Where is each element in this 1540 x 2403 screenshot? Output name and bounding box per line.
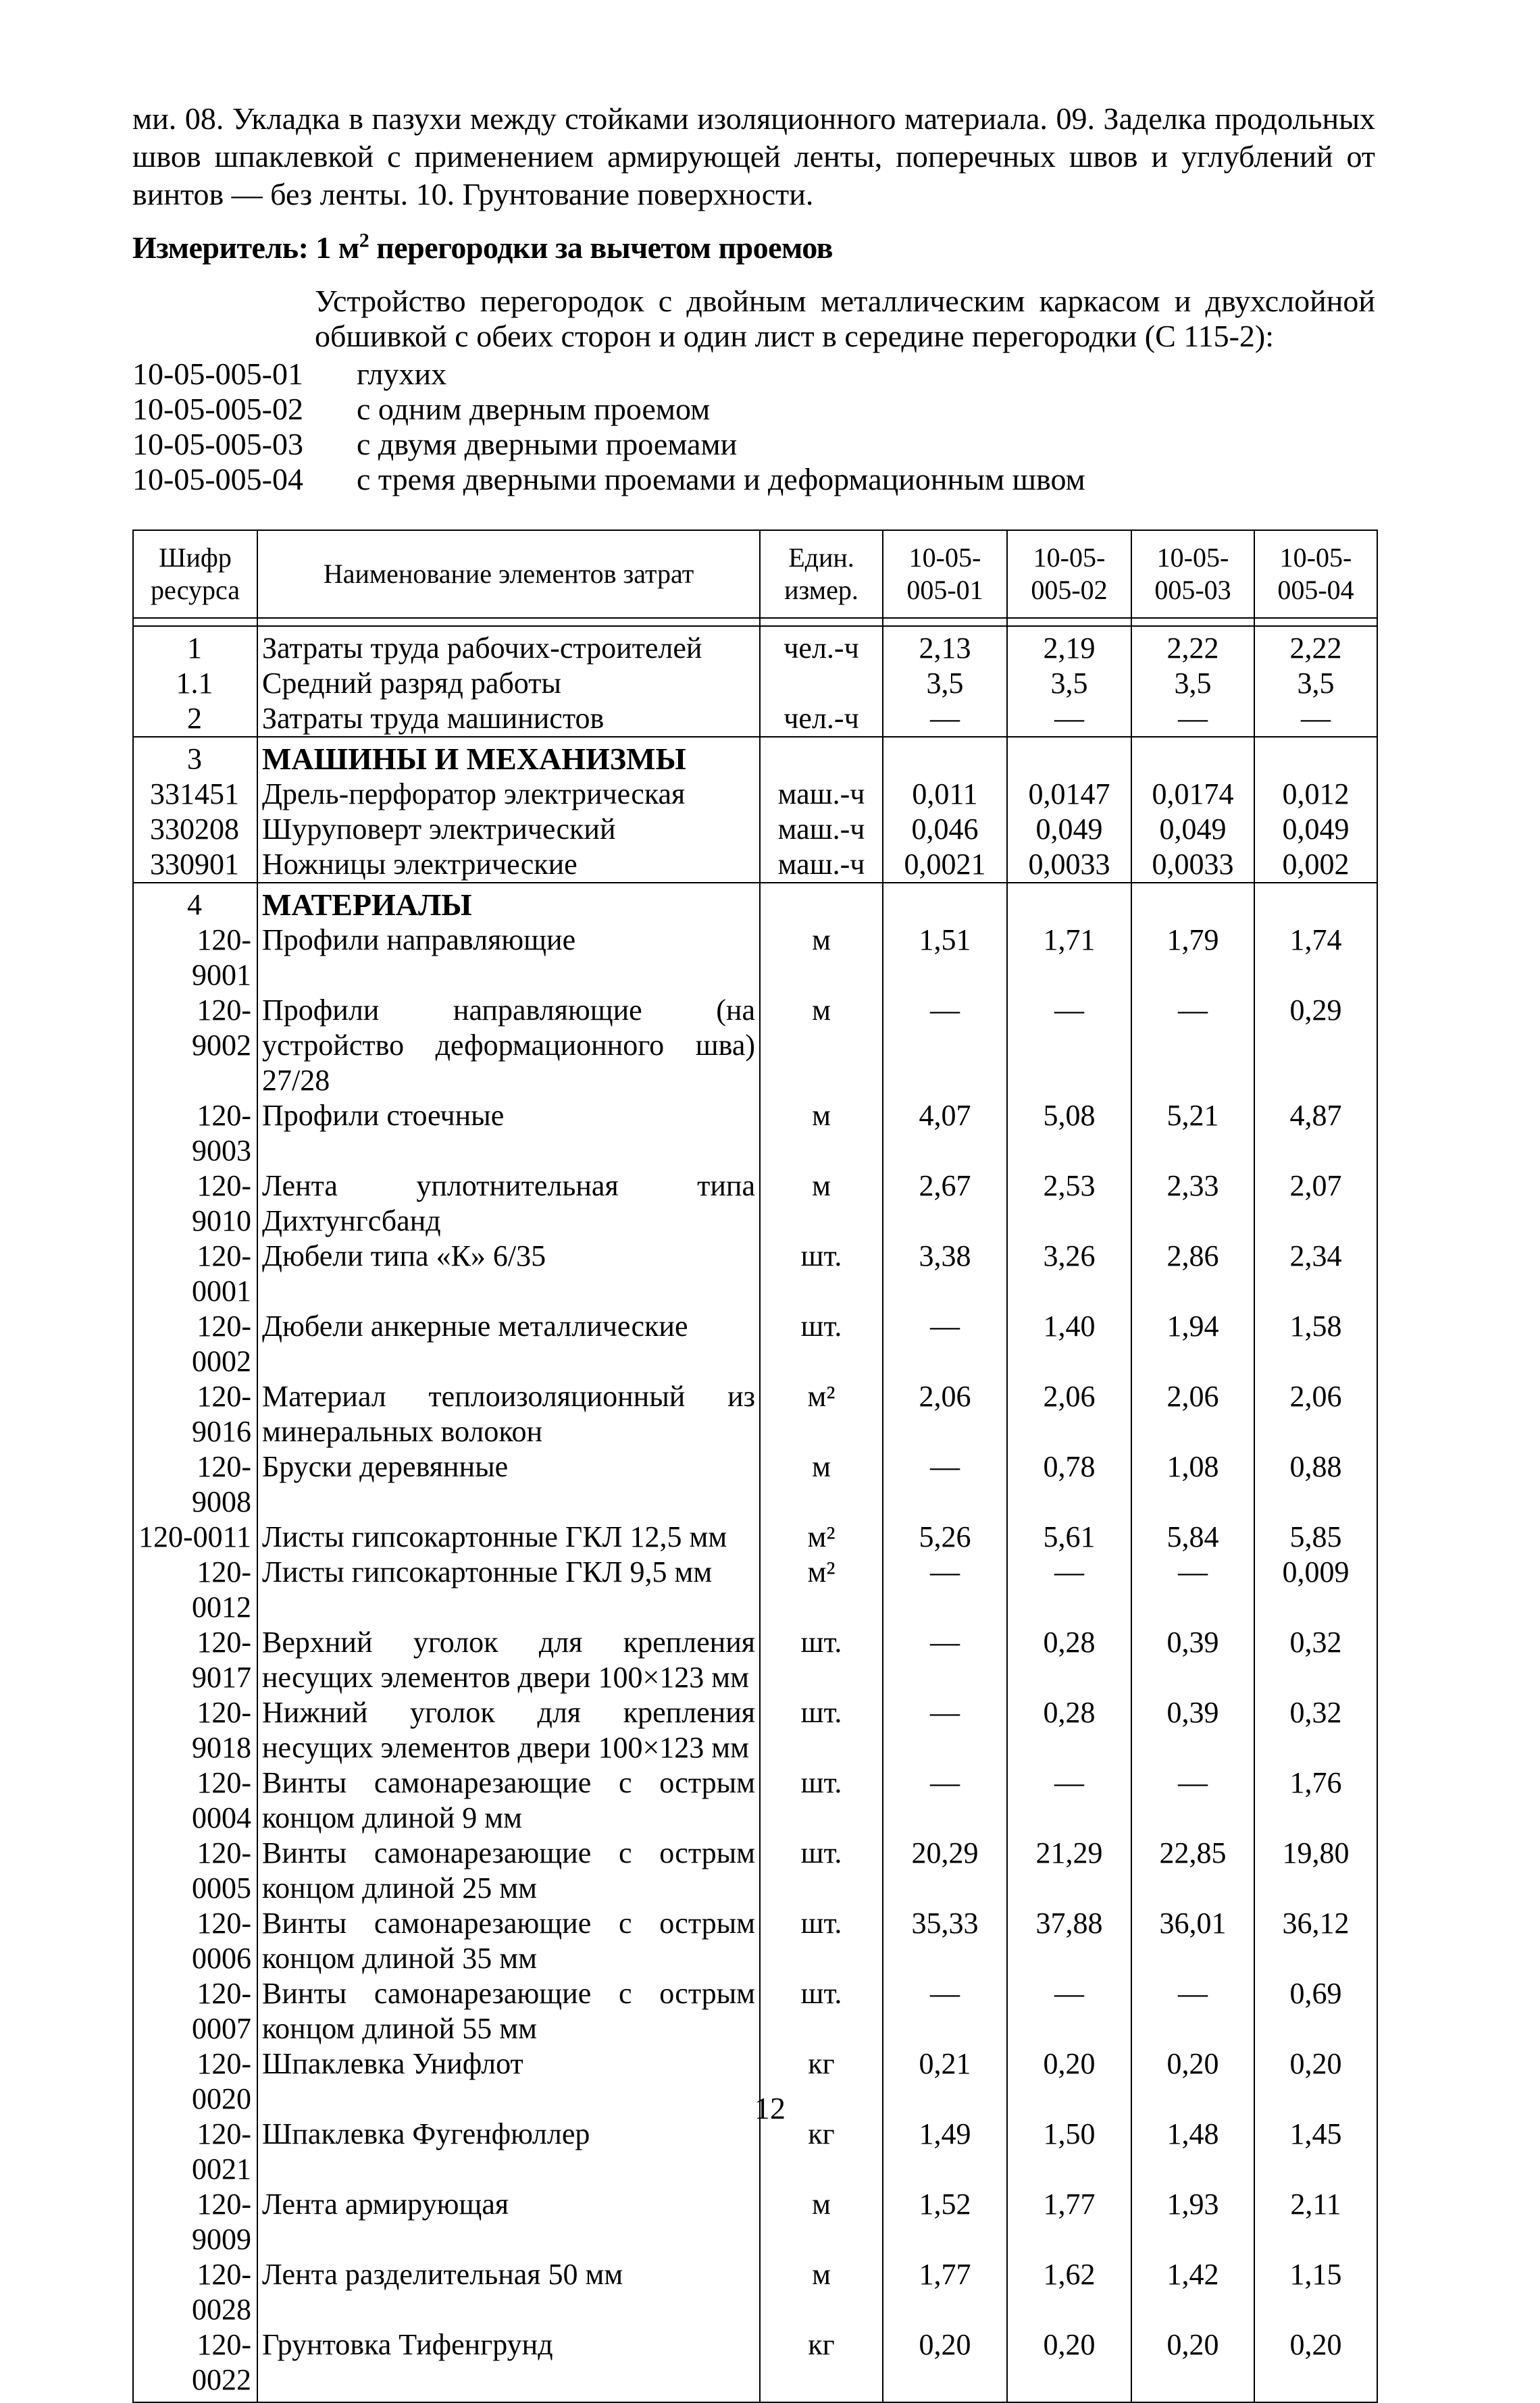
cell-value-02 <box>1007 737 1131 777</box>
cell-name: Затраты труда рабочих-строителей <box>257 626 760 666</box>
cell-unit: маш.-ч <box>760 777 883 812</box>
cell-value-01: 2,67 <box>883 1168 1007 1239</box>
cell-unit: шт. <box>760 1976 883 2046</box>
table-row <box>133 1625 1377 1695</box>
cell-value-03: 1,48 <box>1131 2117 1254 2187</box>
cell-value-01: 1,49 <box>883 2117 1007 2187</box>
cell-name: Винты самонарезающие с острым концом длиной 9 мм <box>257 1765 760 1836</box>
table-row <box>133 626 1377 666</box>
table-row <box>133 2327 1377 2402</box>
cell-unit: шт. <box>760 1836 883 1906</box>
cell-code: 120-9016 <box>133 1379 257 1449</box>
table-row <box>133 1239 1377 1309</box>
cell-value-04: 5,85 <box>1254 1520 1377 1555</box>
cell-unit: м <box>760 993 883 1098</box>
code-text: с тремя дверными проемами и деформационным швом <box>357 462 1085 496</box>
cell-name: Винты самонарезающие с острым концом длиной 25 мм <box>257 1836 760 1906</box>
table-row <box>133 2257 1377 2327</box>
cell-value-02: 5,08 <box>1007 1098 1131 1168</box>
cell-unit: шт. <box>760 1309 883 1379</box>
code: 10-05-005-03 <box>132 427 303 461</box>
cell-value-04 <box>1254 737 1377 777</box>
cell-value-03: — <box>1131 1976 1254 2046</box>
cell-value-01: 3,5 <box>883 666 1007 701</box>
cell-value-01: 1,51 <box>883 923 1007 993</box>
cell-value-02: 0,28 <box>1007 1625 1131 1695</box>
header-code: Шифр ресурса <box>133 530 257 618</box>
cell-unit <box>760 883 883 923</box>
cell-value-03: 0,39 <box>1131 1695 1254 1765</box>
cell-code: 120-0021 <box>133 2117 257 2187</box>
header-col-03: 10-05- 005-03 <box>1131 530 1254 618</box>
cell-value-04: 1,74 <box>1254 923 1377 993</box>
table-row <box>133 1906 1377 1976</box>
cell-value-02: 0,78 <box>1007 1449 1131 1520</box>
cell-value-02: 0,0033 <box>1007 847 1131 883</box>
table-row <box>133 1976 1377 2046</box>
cell-value-02: 5,61 <box>1007 1520 1131 1555</box>
cell-value-03: 0,0174 <box>1131 777 1254 812</box>
cell-value-03: 0,39 <box>1131 1625 1254 1695</box>
cell-unit: маш.-ч <box>760 847 883 883</box>
cell-value-01: — <box>883 1695 1007 1765</box>
intro-paragraph: ми. 08. Укладка в пазухи между стойками изоляционного материала. 09. Заделка продольных швов шпаклевкой с применением армирующей ленты, поперечных швов и углублений от винтов — без ленты. 10. Грунтование поверхности. <box>132 101 1375 211</box>
cell-value-01: 0,21 <box>883 2046 1007 2117</box>
table-row <box>133 2187 1377 2257</box>
cell-value-02: 1,71 <box>1007 923 1131 993</box>
cell-value-04: 0,88 <box>1254 1449 1377 1520</box>
cell-value-01 <box>883 883 1007 923</box>
header-col-02: 10-05- 005-02 <box>1007 530 1131 618</box>
cell-value-02: — <box>1007 1555 1131 1625</box>
cell-value-04: 3,5 <box>1254 666 1377 701</box>
cell-code: 120-0007 <box>133 1976 257 2046</box>
cell-value-02: 2,53 <box>1007 1168 1131 1239</box>
cell-name: МАШИНЫ И МЕХАНИЗМЫ <box>257 737 760 777</box>
cell-name: Винты самонарезающие с острым концом длиной 55 мм <box>257 1976 760 2046</box>
cell-code: 120-0028 <box>133 2257 257 2327</box>
cell-value-02 <box>1007 883 1131 923</box>
cell-code: 120-0005 <box>133 1836 257 1906</box>
cell-unit <box>760 666 883 701</box>
cell-code: 120-9018 <box>133 1695 257 1765</box>
code-list-item <box>132 357 1085 392</box>
cell-unit: кг <box>760 2327 883 2402</box>
cell-code: 1 <box>133 626 257 666</box>
cell-value-04: 0,29 <box>1254 993 1377 1098</box>
code-text: глухих <box>357 357 447 391</box>
table-row <box>133 1836 1377 1906</box>
cell-value-03: 1,42 <box>1131 2257 1254 2327</box>
cell-code: 120-9001 <box>133 923 257 993</box>
cell-unit: м <box>760 1168 883 1239</box>
cell-unit: кг <box>760 2117 883 2187</box>
cell-value-03: — <box>1131 993 1254 1098</box>
code: 10-05-005-02 <box>132 392 303 426</box>
table-row <box>133 2117 1377 2187</box>
cell-value-04: 0,20 <box>1254 2327 1377 2402</box>
cell-value-03: 0,20 <box>1131 2046 1254 2117</box>
cell-value-01: — <box>883 1976 1007 2046</box>
cell-value-02: 37,88 <box>1007 1906 1131 1976</box>
table-row <box>133 1695 1377 1765</box>
table-header-row <box>133 530 1377 618</box>
cell-value-01: 35,33 <box>883 1906 1007 1976</box>
cell-value-02: 1,77 <box>1007 2187 1131 2257</box>
cell-code: 120-0012 <box>133 1555 257 1625</box>
cell-name: Шпаклевка Фугенфюллер <box>257 2117 760 2187</box>
cell-name: МАТЕРИАЛЫ <box>257 883 760 923</box>
cell-value-01: 2,13 <box>883 626 1007 666</box>
cell-unit: чел.-ч <box>760 626 883 666</box>
cell-code: 4 <box>133 883 257 923</box>
cell-value-01: 3,38 <box>883 1239 1007 1309</box>
page-number: 12 <box>754 2091 786 2125</box>
header-unit: Един. измер. <box>760 530 883 618</box>
cell-value-03: — <box>1131 1765 1254 1836</box>
table-row <box>133 812 1377 847</box>
cell-value-02: 21,29 <box>1007 1836 1131 1906</box>
cell-value-01: 20,29 <box>883 1836 1007 1906</box>
cell-name: Винты самонарезающие с острым концом длиной 35 мм <box>257 1906 760 1976</box>
cell-value-01: — <box>883 1555 1007 1625</box>
cell-value-04: 1,58 <box>1254 1309 1377 1379</box>
table-row <box>133 1168 1377 1239</box>
cell-name: Грунтовка Тифенгрунд <box>257 2327 760 2402</box>
cell-name: Ножницы электрические <box>257 847 760 883</box>
cell-value-01 <box>883 737 1007 777</box>
code-text: с двумя дверными проемами <box>357 427 738 461</box>
cell-code: 120-9003 <box>133 1098 257 1168</box>
table-row <box>133 777 1377 812</box>
cell-unit: шт. <box>760 1906 883 1976</box>
cell-value-01: 0,0021 <box>883 847 1007 883</box>
cell-value-02: — <box>1007 1976 1131 2046</box>
table-row <box>133 1098 1377 1168</box>
cell-value-03 <box>1131 883 1254 923</box>
cell-unit: м <box>760 1098 883 1168</box>
cell-value-03: 2,86 <box>1131 1239 1254 1309</box>
cell-value-04: 2,07 <box>1254 1168 1377 1239</box>
cell-value-01: 5,26 <box>883 1520 1007 1555</box>
cell-value-02: 0,20 <box>1007 2046 1131 2117</box>
cell-value-04: 1,45 <box>1254 2117 1377 2187</box>
code-list-item <box>132 392 1085 427</box>
table-row <box>133 737 1377 777</box>
table-row <box>133 1555 1377 1625</box>
cell-value-03: — <box>1131 1555 1254 1625</box>
cell-unit: м <box>760 2187 883 2257</box>
table-row <box>133 883 1377 923</box>
cell-unit: м² <box>760 1520 883 1555</box>
cell-value-03: 1,79 <box>1131 923 1254 993</box>
cell-value-02: 1,62 <box>1007 2257 1131 2327</box>
cell-name: Дюбели анкерные металлические <box>257 1309 760 1379</box>
cell-value-04: 0,32 <box>1254 1625 1377 1695</box>
cell-value-04: 2,22 <box>1254 626 1377 666</box>
code: 10-05-005-01 <box>132 357 303 391</box>
cell-value-04 <box>1254 883 1377 923</box>
cell-value-01: 4,07 <box>883 1098 1007 1168</box>
cell-value-02: 2,19 <box>1007 626 1131 666</box>
cell-value-03: 36,01 <box>1131 1906 1254 1976</box>
cell-value-03: 1,93 <box>1131 2187 1254 2257</box>
cell-value-01: — <box>883 1765 1007 1836</box>
cell-value-04: 2,34 <box>1254 1239 1377 1309</box>
header-col-01: 10-05- 005-01 <box>883 530 1007 618</box>
cell-unit <box>760 737 883 777</box>
cell-value-01: 0,011 <box>883 777 1007 812</box>
cell-code: 330901 <box>133 847 257 883</box>
cell-value-02: 0,049 <box>1007 812 1131 847</box>
cell-code: 120-9017 <box>133 1625 257 1695</box>
cell-unit: шт. <box>760 1239 883 1309</box>
cell-code: 120-9008 <box>133 1449 257 1520</box>
cell-code: 330208 <box>133 812 257 847</box>
cell-value-02: 1,40 <box>1007 1309 1131 1379</box>
cell-code: 120-0002 <box>133 1309 257 1379</box>
code-list-item <box>132 427 1085 462</box>
cell-value-03: 1,08 <box>1131 1449 1254 1520</box>
cell-value-02: 0,0147 <box>1007 777 1131 812</box>
cell-value-01: — <box>883 1449 1007 1520</box>
cell-value-03: 0,0033 <box>1131 847 1254 883</box>
cell-value-01: 1,77 <box>883 2257 1007 2327</box>
cell-unit: м <box>760 2257 883 2327</box>
code-list-item <box>132 462 1085 497</box>
cell-value-02: 0,20 <box>1007 2327 1131 2402</box>
cell-unit: м <box>760 923 883 993</box>
cell-unit: м <box>760 1449 883 1520</box>
measure-suffix: перегородки за вычетом проемов <box>369 230 833 265</box>
cell-value-01: — <box>883 993 1007 1098</box>
table-row <box>133 847 1377 883</box>
cell-value-04: 2,11 <box>1254 2187 1377 2257</box>
header-col-04: 10-05- 005-04 <box>1254 530 1377 618</box>
table-row <box>133 666 1377 701</box>
cell-value-04: 0,69 <box>1254 1976 1377 2046</box>
cell-code: 120-9010 <box>133 1168 257 1239</box>
header-name: Наименование элементов затрат <box>257 530 760 618</box>
cell-unit: чел.-ч <box>760 701 883 737</box>
cell-value-02: — <box>1007 701 1131 737</box>
cell-value-02: 1,50 <box>1007 2117 1131 2187</box>
cell-value-02: 0,28 <box>1007 1695 1131 1765</box>
cell-name: Верхний уголок для крепления несущих элементов двери 100×123 мм <box>257 1625 760 1695</box>
cell-value-01: — <box>883 1625 1007 1695</box>
cell-value-03: 2,33 <box>1131 1168 1254 1239</box>
table-row <box>133 701 1377 737</box>
cell-unit: маш.-ч <box>760 812 883 847</box>
cell-value-04: 0,20 <box>1254 2046 1377 2117</box>
cell-value-01: 2,06 <box>883 1379 1007 1449</box>
table-row <box>133 923 1377 993</box>
cell-value-02: — <box>1007 993 1131 1098</box>
cell-unit: м² <box>760 1379 883 1449</box>
cell-code: 120-9002 <box>133 993 257 1098</box>
cell-name: Шуруповерт электрический <box>257 812 760 847</box>
cell-code: 120-0020 <box>133 2046 257 2117</box>
table-row <box>133 1449 1377 1520</box>
cell-value-02: 3,26 <box>1007 1239 1131 1309</box>
cell-value-03: — <box>1131 701 1254 737</box>
cell-name: Средний разряд работы <box>257 666 760 701</box>
cell-name: Профили направляющие (на устройство деформационного шва) 27/28 <box>257 993 760 1098</box>
cell-unit: шт. <box>760 1695 883 1765</box>
cell-value-01: — <box>883 1309 1007 1379</box>
cell-code: 120-0004 <box>133 1765 257 1836</box>
table-body <box>133 626 1377 2402</box>
measure-line <box>132 230 833 265</box>
cell-value-04: 0,002 <box>1254 847 1377 883</box>
cell-value-03: 2,06 <box>1131 1379 1254 1449</box>
cell-code: 331451 <box>133 777 257 812</box>
cell-name: Профили направляющие <box>257 923 760 993</box>
table-row <box>133 1520 1377 1555</box>
cell-name: Шпаклевка Унифлот <box>257 2046 760 2117</box>
cell-value-04: 1,76 <box>1254 1765 1377 1836</box>
cell-value-04: — <box>1254 701 1377 737</box>
cell-value-04: 19,80 <box>1254 1836 1377 1906</box>
cell-name: Лента армирующая <box>257 2187 760 2257</box>
cell-code: 120-0022 <box>133 2327 257 2402</box>
cell-value-04: 0,049 <box>1254 812 1377 847</box>
cell-value-02: 3,5 <box>1007 666 1131 701</box>
cell-value-03: 0,20 <box>1131 2327 1254 2402</box>
work-description: Устройство перегородок с двойным металлическим каркасом и двухслойной обшивкой с обеих сторон и один лист в середине перегородки (С 115-2): <box>315 284 1375 353</box>
cell-code: 120-0006 <box>133 1906 257 1976</box>
cell-name: Дрель-перфоратор электрическая <box>257 777 760 812</box>
cell-value-04: 0,32 <box>1254 1695 1377 1765</box>
cell-value-03: 2,22 <box>1131 626 1254 666</box>
cell-value-04: 0,009 <box>1254 1555 1377 1625</box>
code-text: с одним дверным проемом <box>357 392 711 426</box>
cell-value-04: 1,15 <box>1254 2257 1377 2327</box>
cell-name: Профили стоечные <box>257 1098 760 1168</box>
cell-value-04: 0,012 <box>1254 777 1377 812</box>
cell-value-01: — <box>883 701 1007 737</box>
cell-value-03: 3,5 <box>1131 666 1254 701</box>
cell-name: Дюбели типа «К» 6/35 <box>257 1239 760 1309</box>
cell-code: 2 <box>133 701 257 737</box>
cell-value-04: 36,12 <box>1254 1906 1377 1976</box>
cell-value-03 <box>1131 737 1254 777</box>
cell-unit: шт. <box>760 1625 883 1695</box>
cell-code: 120-9009 <box>133 2187 257 2257</box>
cell-unit: шт. <box>760 1765 883 1836</box>
table-row <box>133 1309 1377 1379</box>
cell-value-03: 22,85 <box>1131 1836 1254 1906</box>
cell-code: 120-0011 <box>133 1520 257 1555</box>
cell-code: 1.1 <box>133 666 257 701</box>
table-row <box>133 1765 1377 1836</box>
cell-value-04: 2,06 <box>1254 1379 1377 1449</box>
header-spacer-row <box>133 618 1377 626</box>
cell-value-02: 2,06 <box>1007 1379 1131 1449</box>
cell-value-03: 0,049 <box>1131 812 1254 847</box>
cell-name: Нижний уголок для крепления несущих элементов двери 100×123 мм <box>257 1695 760 1765</box>
code: 10-05-005-04 <box>132 462 303 496</box>
cell-unit: кг <box>760 2046 883 2117</box>
cell-name: Бруски деревянные <box>257 1449 760 1520</box>
cell-name: Материал теплоизоляционный из минеральных волокон <box>257 1379 760 1449</box>
code-list <box>132 357 1085 497</box>
cell-name: Затраты труда машинистов <box>257 701 760 737</box>
cell-name: Листы гипсокартонные ГКЛ 12,5 мм <box>257 1520 760 1555</box>
measure-sup: 2 <box>359 229 369 252</box>
cell-value-03: 5,21 <box>1131 1098 1254 1168</box>
cell-code: 3 <box>133 737 257 777</box>
table-row <box>133 993 1377 1098</box>
cell-name: Лента уплотнительная типа Дихтунгсбанд <box>257 1168 760 1239</box>
cell-value-01: 1,52 <box>883 2187 1007 2257</box>
cell-value-03: 1,94 <box>1131 1309 1254 1379</box>
cell-unit: м² <box>760 1555 883 1625</box>
measure-prefix: Измеритель: 1 м <box>132 230 359 265</box>
cell-value-02: — <box>1007 1765 1131 1836</box>
cell-value-01: 0,046 <box>883 812 1007 847</box>
table-row <box>133 1379 1377 1449</box>
cell-code: 120-0001 <box>133 1239 257 1309</box>
cell-value-03: 5,84 <box>1131 1520 1254 1555</box>
cell-value-01: 0,20 <box>883 2327 1007 2402</box>
cell-value-04: 4,87 <box>1254 1098 1377 1168</box>
cell-name: Листы гипсокартонные ГКЛ 9,5 мм <box>257 1555 760 1625</box>
cell-name: Лента разделительная 50 мм <box>257 2257 760 2327</box>
